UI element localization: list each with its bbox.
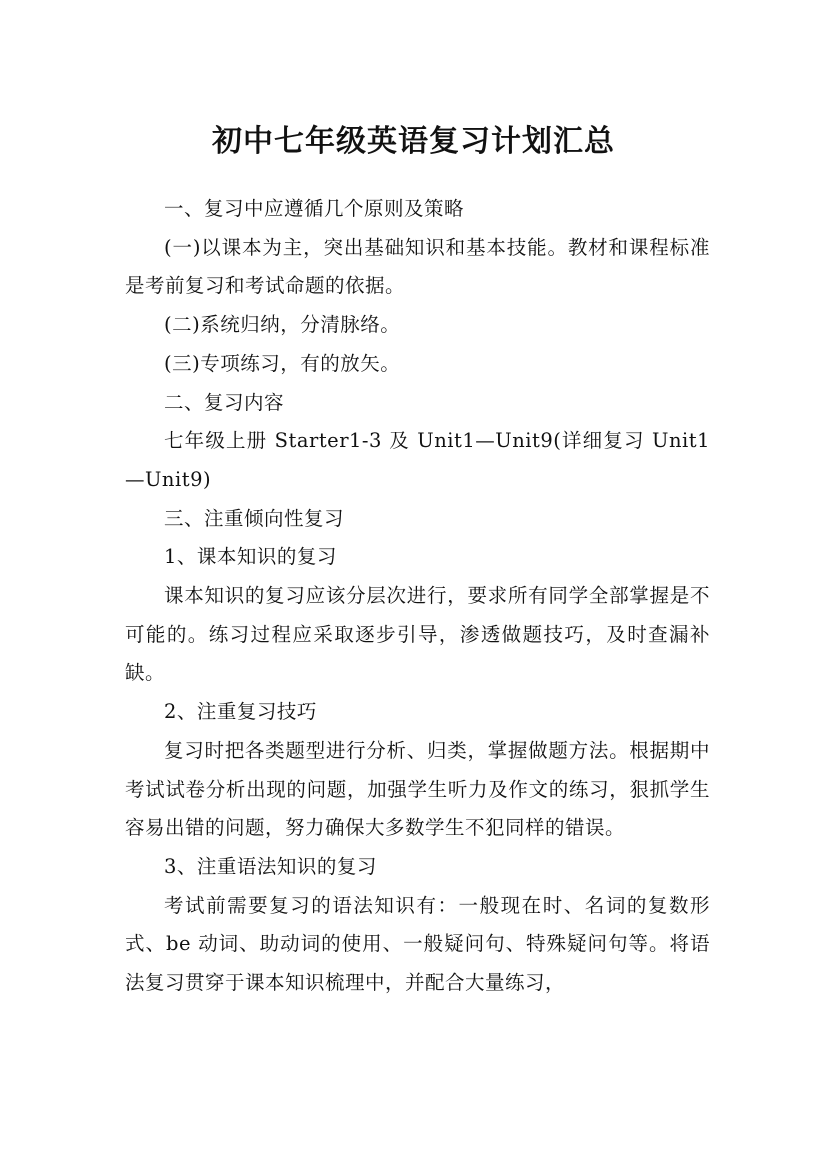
subheading-grammar-review: 3、注重语法知识的复习 bbox=[164, 854, 377, 878]
heading-principles: 一、复习中应遵循几个原则及策略 bbox=[164, 197, 465, 220]
document-title: 初中七年级英语复习计划汇总 bbox=[212, 124, 615, 160]
paragraph-review-skills: 复习时把各类题型进行分析、归类，掌握做题方法。根据期中考试试卷分析出现的问题，加强学生听力及作文的练习，狠抓学生容易出错的问题，努力确保大多数学生不犯同样的错误。 bbox=[125, 738, 710, 840]
subheading-review-skills: 2、注重复习技巧 bbox=[164, 700, 317, 724]
document-body bbox=[125, 190, 710, 1003]
paragraph-review-units: 七年级上册 Starter1-3 及 Unit1—Unit9(详细复习 Unit1—Unit9) bbox=[125, 429, 710, 491]
subheading-textbook-knowledge: 1、课本知识的复习 bbox=[164, 545, 337, 569]
paragraph-textbook-knowledge: 课本知识的复习应该分层次进行，要求所有同学全部掌握是不可能的。练习过程应采取逐步引导，渗透做题技巧，及时查漏补缺。 bbox=[125, 584, 710, 685]
paragraph-systematic-summary: (二)系统归纳，分清脉络。 bbox=[164, 313, 401, 337]
paragraph-special-practice: (三)专项练习，有的放矢。 bbox=[164, 351, 401, 375]
paragraph-grammar-review: 考试前需要复习的语法知识有：一般现在时、名词的复数形式、be 动词、助动词的使用、一般疑问句、特殊疑问句等。将语法复习贯穿于课本知识梳理中，并配合大量练习， bbox=[125, 893, 710, 995]
paragraph-textbook-focus: (一)以课本为主，突出基础知识和基本技能。教材和课程标准是考前复习和考试命题的依据。 bbox=[125, 235, 710, 298]
heading-review-content: 二、复习内容 bbox=[164, 390, 285, 414]
heading-trend-review: 三、注重倾向性复习 bbox=[164, 506, 345, 530]
